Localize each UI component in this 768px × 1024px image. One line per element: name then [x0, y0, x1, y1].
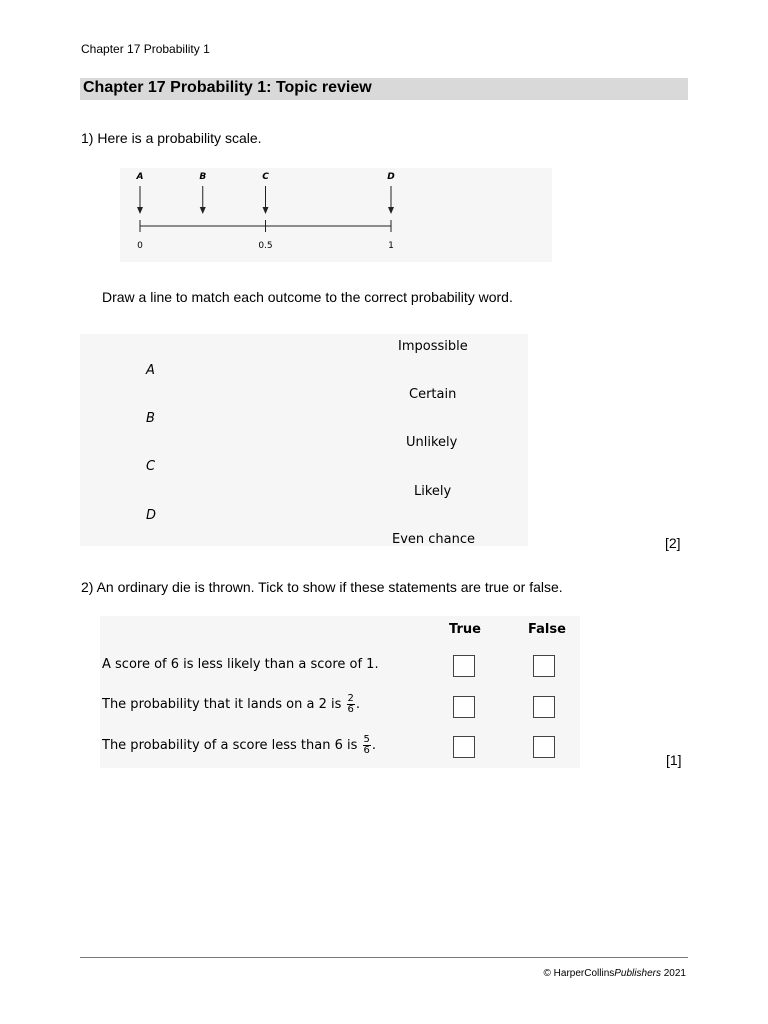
statement-1-text: A score of 6 is less likely than a score of 1.	[102, 657, 379, 672]
scale-arrow-head	[200, 207, 206, 214]
statement-3: The probability of a score less than 6 is $\frac{5}{6}$ .	[102, 734, 377, 756]
statement-2-false-checkbox[interactable]	[533, 696, 555, 718]
footer-divider	[80, 957, 688, 958]
matching-panel	[80, 334, 528, 546]
word-unlikely: Unlikely	[406, 435, 458, 450]
word-even-chance: Even chance	[392, 532, 476, 547]
running-header: Chapter 17 Probability 1	[81, 42, 210, 56]
statement-1-false-checkbox[interactable]	[533, 655, 555, 677]
statement-1	[102, 657, 379, 672]
column-false-header: False	[528, 622, 566, 637]
statement-2: The probability that it lands on a 2 is $\frac{2}{6}$ .	[102, 693, 361, 715]
statement-2-true-checkbox[interactable]	[453, 696, 475, 718]
true-false-panel	[100, 616, 580, 768]
word-certain: Certain	[409, 387, 457, 402]
fraction-five-sixths: $\frac{5}{6}$	[363, 734, 370, 756]
question-1-marks: [2]	[665, 535, 681, 551]
outcome-d: D	[146, 508, 157, 523]
scale-tick-label: 1	[388, 241, 394, 251]
question-2-marks: [1]	[666, 752, 682, 768]
scale-tick-label: 0	[137, 241, 143, 251]
statement-3-false-checkbox[interactable]	[533, 736, 555, 758]
question-2-prompt: 2) An ordinary die is thrown. Tick to show if these statements are true or false.	[81, 579, 563, 595]
scale-point-label: A	[136, 172, 144, 182]
scale-point-label: B	[199, 172, 207, 182]
question-1-instruction: Draw a line to match each outcome to the correct probability word.	[102, 289, 513, 305]
scale-arrow-head	[137, 207, 143, 214]
question-1-prompt: 1) Here is a probability scale.	[81, 130, 262, 146]
page-title: Chapter 17 Probability 1: Topic review	[83, 79, 372, 96]
fraction-two-sixths: $\frac{2}{6}$	[347, 693, 354, 715]
statement-2-text: The probability that it lands on a 2 is	[102, 697, 346, 712]
outcome-b: B	[146, 411, 155, 426]
scale-tick-label: 0.5	[258, 241, 273, 251]
footer-copyright: © HarperCollinsPublishers 2021	[543, 968, 686, 979]
word-likely: Likely	[414, 484, 452, 499]
statement-1-true-checkbox[interactable]	[453, 655, 475, 677]
statement-3-true-checkbox[interactable]	[453, 736, 475, 758]
outcome-c: C	[146, 459, 156, 474]
scale-point-label: D	[387, 172, 395, 182]
probability-scale-panel	[120, 168, 552, 262]
statement-3-text: The probability of a score less than 6 is	[102, 738, 362, 753]
outcome-a: A	[146, 363, 155, 378]
word-impossible: Impossible	[398, 339, 468, 354]
scale-arrow-head	[388, 207, 394, 214]
column-true-header: True	[449, 622, 481, 637]
scale-arrow-head	[263, 207, 269, 214]
probability-scale	[120, 168, 552, 262]
scale-point-label: C	[262, 172, 269, 182]
